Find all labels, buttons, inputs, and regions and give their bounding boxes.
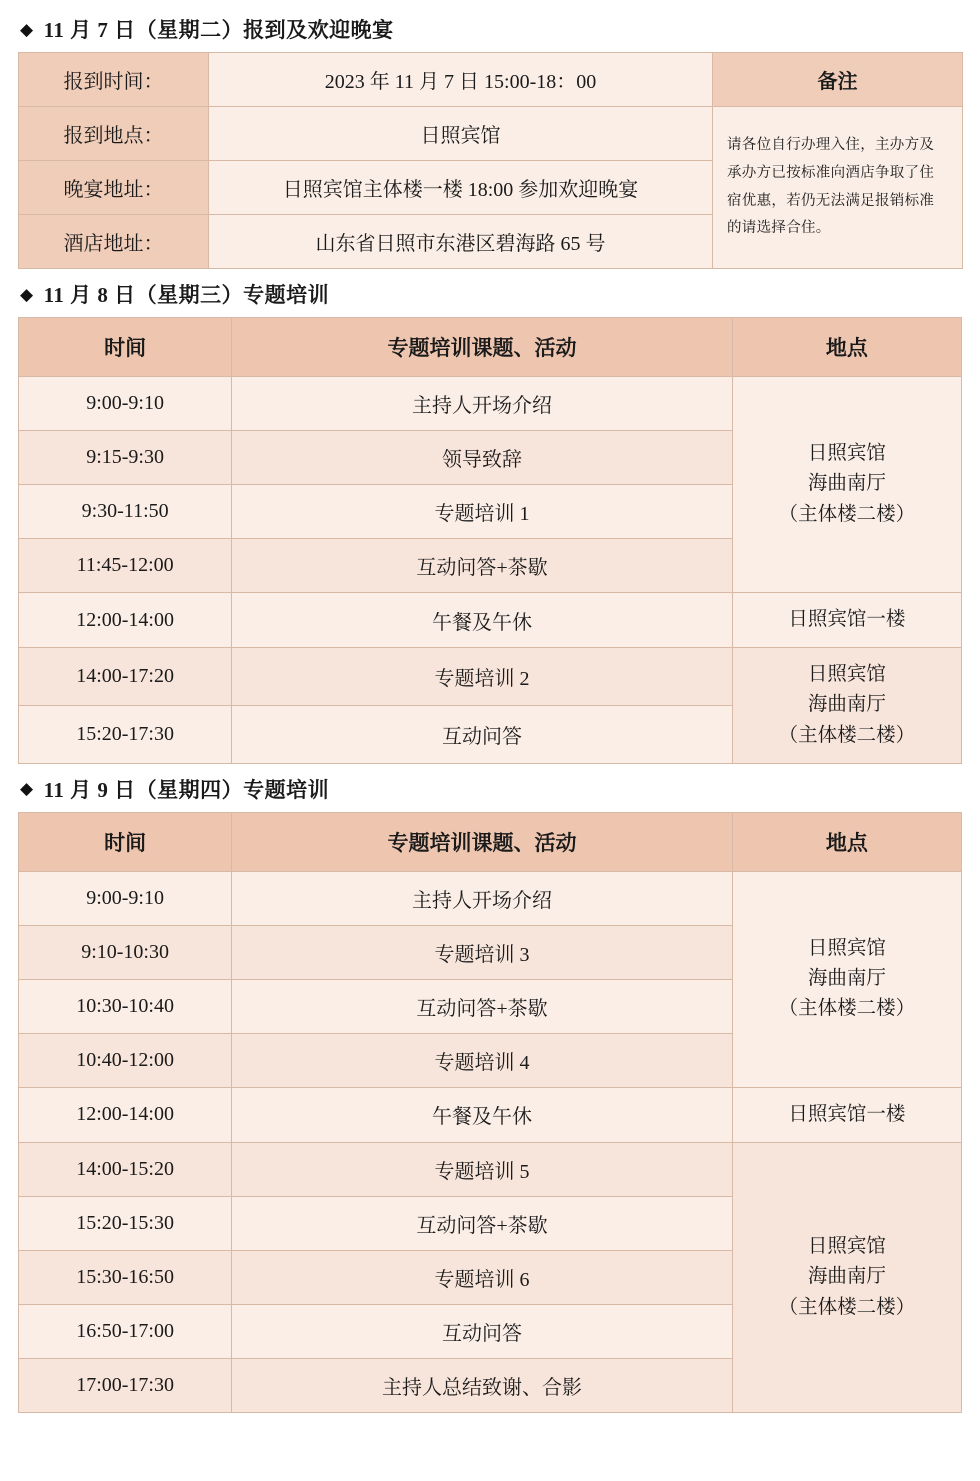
cell-time: 15:20-17:30 xyxy=(19,706,232,764)
cell-time: 9:10-10:30 xyxy=(19,925,232,979)
cell-topic: 专题培训 1 xyxy=(232,485,733,539)
row-value: 日照宾馆 xyxy=(209,107,713,161)
cell-topic: 午餐及午休 xyxy=(232,1087,733,1142)
cell-topic: 主持人开场介绍 xyxy=(232,871,733,925)
cell-topic: 互动问答+茶歇 xyxy=(232,1197,733,1251)
place-line: 日照宾馆一楼 xyxy=(788,1103,906,1125)
section-title-day3: 11 月 9 日（星期四）专题培训 xyxy=(43,777,330,802)
cell-topic: 互动问答 xyxy=(232,706,733,764)
place-line: 日照宾馆 xyxy=(807,664,886,686)
cell-topic: 专题培训 3 xyxy=(232,925,733,979)
cell-topic: 专题培训 2 xyxy=(232,648,733,706)
row-value: 日照宾馆主体楼一楼 18:00 参加欢迎晚宴 xyxy=(209,161,713,215)
table-header-row xyxy=(19,318,962,377)
section-title-day2: 11 月 8 日（星期三）专题培训 xyxy=(43,283,330,307)
note-text: 请各位自行办理入住，主办方及承办方已按标准向酒店争取了住宿优惠，若仍无法满足报销标准的请选择合住。 xyxy=(713,107,963,269)
place-line: 海曲南厅 xyxy=(807,968,886,990)
cell-topic: 午餐及午休 xyxy=(232,593,733,648)
cell-topic: 主持人开场介绍 xyxy=(232,377,733,431)
place-line: （主体楼二楼） xyxy=(778,998,916,1020)
cell-time: 15:30-16:50 xyxy=(19,1251,232,1305)
table-row xyxy=(19,1087,962,1142)
diamond-bullet-icon: ◆ xyxy=(20,19,34,39)
section-heading-day1 xyxy=(20,14,962,44)
column-header-time: 时间 xyxy=(19,318,232,377)
cell-place xyxy=(732,1143,961,1413)
column-header-topic: 专题培训课题、活动 xyxy=(232,812,733,871)
table-row xyxy=(19,593,962,648)
cell-place xyxy=(732,648,961,764)
cell-time: 12:00-14:00 xyxy=(19,593,232,648)
cell-place xyxy=(732,593,961,648)
table-row xyxy=(19,648,962,706)
place-line: 日照宾馆 xyxy=(807,443,886,465)
column-header-topic: 专题培训课题、活动 xyxy=(232,318,733,377)
cell-place xyxy=(732,871,961,1087)
cell-time: 14:00-15:20 xyxy=(19,1143,232,1197)
cell-time: 10:30-10:40 xyxy=(19,979,232,1033)
cell-topic: 互动问答+茶歇 xyxy=(232,979,733,1033)
day2-schedule-table xyxy=(18,317,962,764)
table-row xyxy=(19,107,963,161)
row-label: 酒店地址： xyxy=(19,215,209,269)
place-line: 海曲南厅 xyxy=(807,694,886,716)
section-title-day1: 11 月 7 日（星期二）报到及欢迎晚宴 xyxy=(43,18,394,42)
cell-topic: 专题培训 4 xyxy=(232,1033,733,1087)
cell-time: 11:45-12:00 xyxy=(19,539,232,593)
column-header-place: 地点 xyxy=(732,812,961,871)
place-line: 日照宾馆 xyxy=(807,938,886,960)
cell-time: 9:15-9:30 xyxy=(19,431,232,485)
place-line: （主体楼二楼） xyxy=(778,1296,916,1318)
section-heading-day3 xyxy=(20,774,962,804)
cell-topic: 互动问答+茶歇 xyxy=(232,539,733,593)
place-line: 日照宾馆 xyxy=(807,1236,886,1258)
row-label: 报到地点： xyxy=(19,107,209,161)
section-heading-day2 xyxy=(20,279,962,309)
cell-place xyxy=(732,1087,961,1142)
place-line: （主体楼二楼） xyxy=(778,503,916,525)
cell-time: 17:00-17:30 xyxy=(19,1359,232,1413)
cell-topic: 互动问答 xyxy=(232,1305,733,1359)
row-value: 山东省日照市东港区碧海路 65 号 xyxy=(209,215,713,269)
place-line: 日照宾馆一楼 xyxy=(788,609,906,630)
note-header: 备注 xyxy=(713,53,963,107)
place-line: 海曲南厅 xyxy=(807,473,886,495)
column-header-time: 时间 xyxy=(19,812,232,871)
row-value: 2023 年 11 月 7 日 15:00-18：00 xyxy=(209,53,713,107)
column-header-place: 地点 xyxy=(732,318,961,377)
cell-time: 10:40-12:00 xyxy=(19,1033,232,1087)
place-line: （主体楼二楼） xyxy=(778,724,916,746)
cell-place xyxy=(732,377,961,593)
day1-info-table xyxy=(18,52,963,269)
table-row xyxy=(19,53,963,107)
diamond-bullet-icon: ◆ xyxy=(20,779,34,799)
diamond-bullet-icon: ◆ xyxy=(20,284,34,304)
cell-topic: 专题培训 5 xyxy=(232,1143,733,1197)
table-row xyxy=(19,1143,962,1197)
cell-time: 9:00-9:10 xyxy=(19,377,232,431)
place-line: 海曲南厅 xyxy=(807,1266,886,1288)
cell-time: 9:00-9:10 xyxy=(19,871,232,925)
cell-time: 16:50-17:00 xyxy=(19,1305,232,1359)
cell-time: 14:00-17:20 xyxy=(19,648,232,706)
row-label: 晚宴地址： xyxy=(19,161,209,215)
table-row xyxy=(19,377,962,431)
table-row xyxy=(19,871,962,925)
cell-topic: 专题培训 6 xyxy=(232,1251,733,1305)
cell-time: 12:00-14:00 xyxy=(19,1087,232,1142)
day3-schedule-table xyxy=(18,812,962,1413)
table-header-row xyxy=(19,812,962,871)
row-label: 报到时间： xyxy=(19,53,209,107)
cell-time: 15:20-15:30 xyxy=(19,1197,232,1251)
cell-time: 9:30-11:50 xyxy=(19,485,232,539)
cell-topic: 主持人总结致谢、合影 xyxy=(232,1359,733,1413)
cell-topic: 领导致辞 xyxy=(232,431,733,485)
